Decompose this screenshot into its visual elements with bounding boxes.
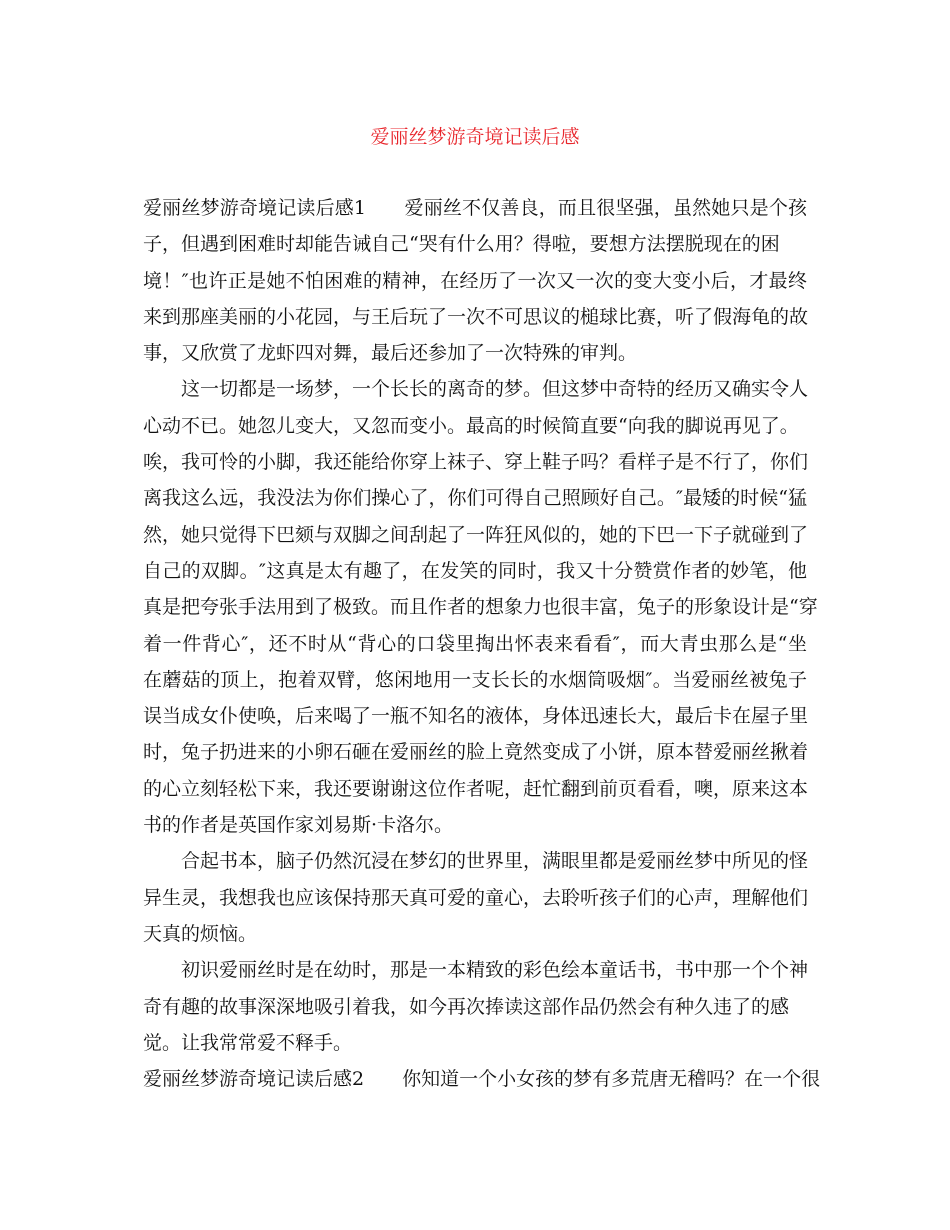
text-line: 误当成女仆使唤，后来喝了一瓶不知名的液体，身体迅速长大，最后卡在屋子里 — [143, 705, 809, 728]
text-line: 心动不已。她忽儿变大，又忽而变小。最高的时候简直要“向我的脚说再见了。 — [143, 414, 799, 437]
text-line: 离我这么远，我没法为你们操心了，你们可得自己照顾好自己。″最矮的时候“猛 — [143, 487, 807, 510]
text-line: 自己的双脚。″这真是太有趣了，在发笑的同时，我又十分赞赏作者的妙笔，他 — [143, 559, 807, 582]
text-line: 初识爱丽丝时是在幼时，那是一本精致的彩色绘本童话书，书中那一个个神 — [143, 959, 809, 982]
text-line: 子，但遇到困难时却能告诫自己“哭有什么用？得啦，要想方法摆脱现在的困 — [143, 233, 780, 256]
text-line: 这一切都是一场梦，一个长长的离奇的梦。但这梦中奇特的经历又确实令人 — [143, 378, 809, 401]
text-line: 合起书本，脑子仍然沉浸在梦幻的世界里，满眼里都是爱丽丝梦中所见的怪 — [143, 850, 809, 873]
text-line: 来到那座美丽的小花园，与王后玩了一次不可思议的槌球比赛，听了假海龟的故 — [143, 305, 809, 328]
text-line: 境！″也许正是她不怕困难的精神，在经历了一次又一次的变大变小后，才最终 — [143, 269, 807, 292]
text-line: 书的作者是英国作家刘易斯·卡洛尔。 — [143, 814, 454, 837]
text-line: 异生灵，我想我也应该保持那天真可爱的童心，去聆听孩子们的心声，理解他们 — [143, 886, 809, 909]
text-line: 唉，我可怜的小脚，我还能给你穿上袜子、穿上鞋子吗？看样子是不行了，你们 — [143, 451, 809, 474]
text-line: 爱丽丝梦游奇境记读后感1 爱丽丝不仅善良，而且很坚强，虽然她只是个孩 — [143, 197, 807, 219]
text-line: 在蘑菇的顶上，抱着双臂，悠闲地用一支长长的水烟筒吸烟″。当爱丽丝被兔子 — [143, 668, 807, 691]
document-body — [143, 190, 821, 1097]
text-line: 奇有趣的故事深深地吸引着我，如今再次捧读这部作品仍然会有种久违了的感 — [143, 995, 790, 1018]
text-line: 的心立刻轻松下来，我还要谢谢这位作者呢，赶忙翻到前页看看，噢，原来这本 — [143, 777, 809, 800]
document-title: 爱丽丝梦游奇境记读后感 — [370, 126, 580, 148]
text-line: 时，兔子扔进来的小卵石砸在爱丽丝的脸上竟然变成了小饼，原本替爱丽丝揪着 — [143, 741, 809, 764]
text-line: 觉。让我常常爱不释手。 — [143, 1031, 353, 1054]
text-line: 天真的烦恼。 — [143, 922, 258, 945]
text-line: 真是把夸张手法用到了极致。而且作者的想象力也很丰富，兔子的形象设计是“穿 — [143, 596, 818, 619]
text-line: 事，又欣赏了龙虾四对舞，最后还参加了一次特殊的审判。 — [143, 342, 638, 365]
text-line: 着一件背心″，还不时从“背心的口袋里掏出怀表来看看″，而大青虫那么是“坐 — [143, 632, 807, 655]
text-line: 然，她只觉得下巴颏与双脚之间刮起了一阵狂风似的，她的下巴一下子就碰到了 — [143, 523, 809, 546]
text-line: 爱丽丝梦游奇境记读后感2 你知道一个小女孩的梦有多荒唐无稽吗？在一个很 — [143, 1068, 821, 1091]
